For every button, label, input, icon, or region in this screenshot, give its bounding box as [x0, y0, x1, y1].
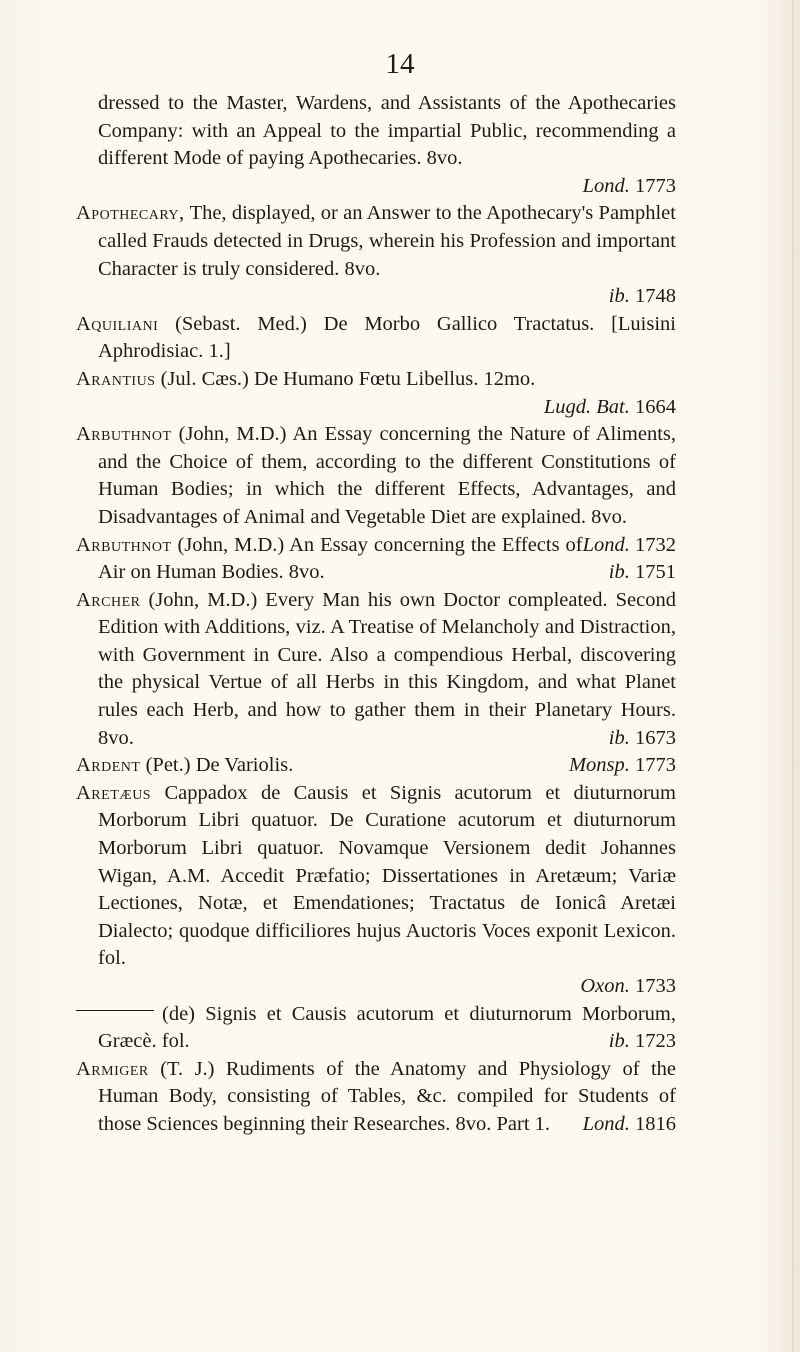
entry-year: 1773 [635, 174, 676, 197]
entry-heading: Ardent [76, 754, 141, 777]
catalogue-entry [76, 200, 676, 310]
entry-place: Lond. [582, 174, 630, 197]
entry-text: (Jul. Cæs.) De Humano Fœtu Libellus. 12mo. [160, 367, 536, 390]
catalogue-entry [76, 752, 676, 780]
entry-imprint [609, 1028, 676, 1056]
catalogue-entry [76, 90, 676, 200]
entry-place: ib. [608, 1030, 630, 1053]
entry-imprint [98, 973, 676, 1001]
entry-heading: Arantius [76, 367, 156, 390]
page-number: 14 [385, 48, 415, 80]
entry-heading: Aquiliani [76, 312, 159, 335]
entry-text: dressed to the Master, Wardens, and Assistants of the Apothecaries Company: with an Appeal to the impartial Public, recommending a different Mode of paying Apothecaries. 8vo. [98, 92, 676, 170]
entry-heading: Arbuthnot [76, 533, 172, 556]
catalogue-entry [76, 421, 676, 556]
entry-imprint [583, 532, 676, 560]
entry-year: 1664 [635, 395, 676, 418]
entry-imprint [98, 283, 676, 311]
entry-year: 1751 [635, 561, 676, 584]
catalogue-entry [76, 311, 676, 366]
catalogue-entry [76, 780, 676, 1001]
entry-place: Lond. [582, 533, 630, 556]
entry-heading: Aretæus [76, 781, 152, 804]
entry-heading: Arbuthnot [76, 423, 172, 446]
ditto-dash [76, 1010, 154, 1011]
entry-year: 1773 [635, 754, 676, 777]
entry-text: The, displayed, or an Answer to the Apothecary's Pamphlet called Frauds detected in Drugs, wherein his Profession and important Character is truly considered. 8vo. [98, 202, 676, 280]
entry-year: 1732 [635, 533, 676, 556]
entry-text: (T. J.) Rudiments of the Anatomy and Physiology of the Human Body, consisting of Tables, &c. compiled for Students of those Sciences beginning their Researches. 8vo. Part 1. [98, 1057, 677, 1135]
entry-imprint [609, 559, 676, 587]
entry-imprint [609, 725, 676, 753]
catalogue-entry [76, 1056, 676, 1139]
entry-heading: Archer [76, 588, 141, 611]
page-edge [792, 0, 794, 1352]
entry-text: (John, M.D.) An Essay concerning the Effects of Air on Human Bodies. 8vo. [98, 533, 583, 584]
catalogue-entry [76, 587, 676, 753]
entry-text: (de) Signis et Causis acutorum et diuturnorum Morborum, Græcè. fol. [98, 1002, 676, 1053]
entry-heading: Apothecary, [76, 202, 185, 225]
entry-year: 1816 [635, 1112, 676, 1135]
entry-text: (John, M.D.) Every Man his own Doctor compleated. Second Edition with Additions, viz. A Treatise of Melancholy and Distraction, with Government in Cure. Also a compendious Herbal, discovering the physical Vertue of all Herbs in this Kingdom, and what Planet rules each Herb, and how to gather them in their Planetary Hours. 8vo. [98, 588, 676, 749]
entry-imprint [98, 394, 676, 422]
entry-heading: Armiger [76, 1057, 149, 1080]
entry-year: 1673 [635, 726, 676, 749]
entry-place: Monsp. [568, 754, 630, 777]
entry-place: Lond. [582, 1112, 630, 1135]
entry-place: ib. [608, 561, 630, 584]
entry-year: 1733 [635, 975, 676, 997]
entry-year: 1748 [635, 285, 676, 308]
entry-place: Lugd. Bat. [543, 395, 630, 418]
entry-imprint [569, 752, 676, 780]
entry-text: (Sebast. Med.) De Morbo Gallico Tractatus. [Luisini Aphrodisiac. 1.] [98, 312, 676, 363]
entry-text: (John, M.D.) An Essay concerning the Nature of Aliments, and the Choice of them, according to the different Constitutions of Human Bodies; in which the different Effects, Advantages, and Disadvantages of Animal and Vegetable Diet are explained. 8vo. [98, 423, 676, 528]
entry-text: Cappadox de Causis et Signis acutorum et diuturnorum Morborum Libri quatuor. De Curatione acutorum et diuturnorum Morborum Libri quatuor. Novamque Versionem dedit Johannes Wigan, A.M. Accedit Præfatio; Dissertationes in Aretæum; Variæ Lectiones, Notæ, et Emendationes; Tractatus de Ionicâ Aretæi Dialecto; quodque difficiliores hujus Auctoris Voces exponit Lexicon. fol. [98, 781, 676, 970]
entry-year: 1723 [635, 1030, 676, 1053]
entry-imprint [98, 173, 676, 201]
entry-place: ib. [608, 726, 630, 749]
catalogue-entry [76, 1001, 676, 1056]
entry-place: ib. [608, 285, 630, 308]
catalogue-entries [76, 90, 676, 1139]
entry-imprint [583, 1111, 676, 1139]
catalogue-entry [76, 366, 676, 421]
entry-text: (Pet.) De Variolis. [145, 754, 294, 777]
entry-place: Oxon. [580, 975, 630, 997]
